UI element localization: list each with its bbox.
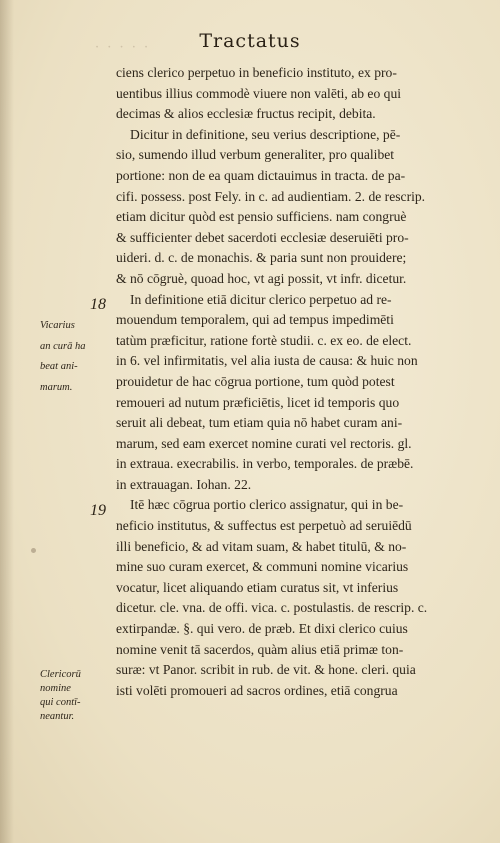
running-head: Tractatus <box>199 30 301 52</box>
text-line: uentibus illius commodè viuere non valēti, ab eo qui <box>116 85 402 101</box>
sidenote-line: neantur. <box>40 711 75 722</box>
text-line: neficio institutus, & suffectus est perpetuò ad seruiēdū <box>116 518 412 534</box>
text-line: mine suo curam exercet, & communi nomine vicarius <box>116 559 409 575</box>
sidenote-line: an curā ha <box>40 340 86 352</box>
sidenote-line: beat ani- <box>40 361 78 373</box>
text-line: ciens clerico perpetuo in beneficio instituto, ex pro- <box>116 65 397 80</box>
text-line: cifi. possess. post Fely. in c. ad audientiam. 2. de rescrip. <box>116 188 426 204</box>
text-line: nomine venit tā sacerdos, quàm alius etiā primæ ton- <box>116 641 404 657</box>
show-through-smudge: · · · · · <box>95 40 151 55</box>
sidenote-line: Vicarius <box>40 320 75 331</box>
sidenote-clericorum <box>40 668 110 724</box>
sidenote-vicarius <box>40 316 110 398</box>
text-line: decimas & alios ecclesiæ fructus recipit, debita. <box>116 106 376 122</box>
text-line: remoueri ad nutum præficiētis, licet id temporis quo <box>116 394 400 410</box>
text-line: Dicitur in definitione, seu verius descriptione, pē- <box>130 126 401 142</box>
text-line: extirpandæ. §. qui vero. de præb. Et dixi clerico cuius <box>116 621 408 637</box>
text-line: illi beneficio, & ad vitam suam, & habet titulū, & no- <box>116 538 407 554</box>
text-line: in extrauagan. Iohan. 22. <box>116 476 252 492</box>
text-line: suræ: vt Panor. scribit in rub. de vit. & hone. cleri. quia <box>116 662 416 678</box>
text-line: & sufficienter debet sacerdoti ecclesiæ deseruiēti pro- <box>116 229 409 245</box>
text-line: uideri. d. c. de monachis. & paria sunt non prouidere; <box>116 250 407 266</box>
text-line: prouidetur de hac cōgrua portione, tum quòd potest <box>116 373 395 389</box>
text-line: seruit ali debeat, tum etiam quia nō habet curam ani- <box>116 415 403 431</box>
gutter-shadow <box>0 0 14 843</box>
text-line: vocatur, licet aliquando etiam curatus sit, vt inferius <box>116 579 399 595</box>
text-line: & nō cōgruè, quoad hoc, vt agi possit, vt infr. dicetur. <box>116 270 407 286</box>
text-line: in 6. vel infirmitatis, vel alia iusta de causa: & huic non <box>116 353 418 369</box>
text-line: Itē hæc cōgrua portio clerico assignatur, qui in be- <box>130 497 404 513</box>
body-text <box>116 63 474 701</box>
sidenote-line: marum. <box>40 381 73 393</box>
text-line: marum, sed eam exercet nomine curati vel rectoris. gl. <box>116 435 412 451</box>
text-line: dicetur. cle. vna. de offi. vica. c. postulastis. de rescrip. c. <box>116 600 428 616</box>
text-line: etiam dicitur quòd est pensio sufficiens. nam congruè <box>116 209 407 225</box>
text-line: mouendum temporalem, qui ad tempus impedimēti <box>116 312 394 328</box>
margin-number-19: 19 <box>90 502 106 519</box>
margin-number-18: 18 <box>90 296 106 313</box>
text-line: in extraua. execrabilis. in verbo, temporales. de præbē. <box>116 456 414 472</box>
text-line: tatùm præficitur, ratione fortè studii. c. ex eo. de elect. <box>116 332 412 348</box>
ink-speck <box>31 548 36 553</box>
sidenote-line: nomine <box>40 683 71 694</box>
sidenote-line: Clericorū <box>40 669 81 680</box>
text-line: isti volēti promoueri ad sacros ordines, etiā congrua <box>116 682 398 698</box>
text-line: sio, sumendo illud verbum generaliter, pro qualibet <box>116 147 395 163</box>
text-line: In definitione etiā dicitur clerico perpetuo ad re- <box>130 291 392 307</box>
text-line: portione: non de ea quam dictauimus in tracta. de pa- <box>116 167 406 183</box>
sidenote-line: qui contī- <box>40 697 81 708</box>
